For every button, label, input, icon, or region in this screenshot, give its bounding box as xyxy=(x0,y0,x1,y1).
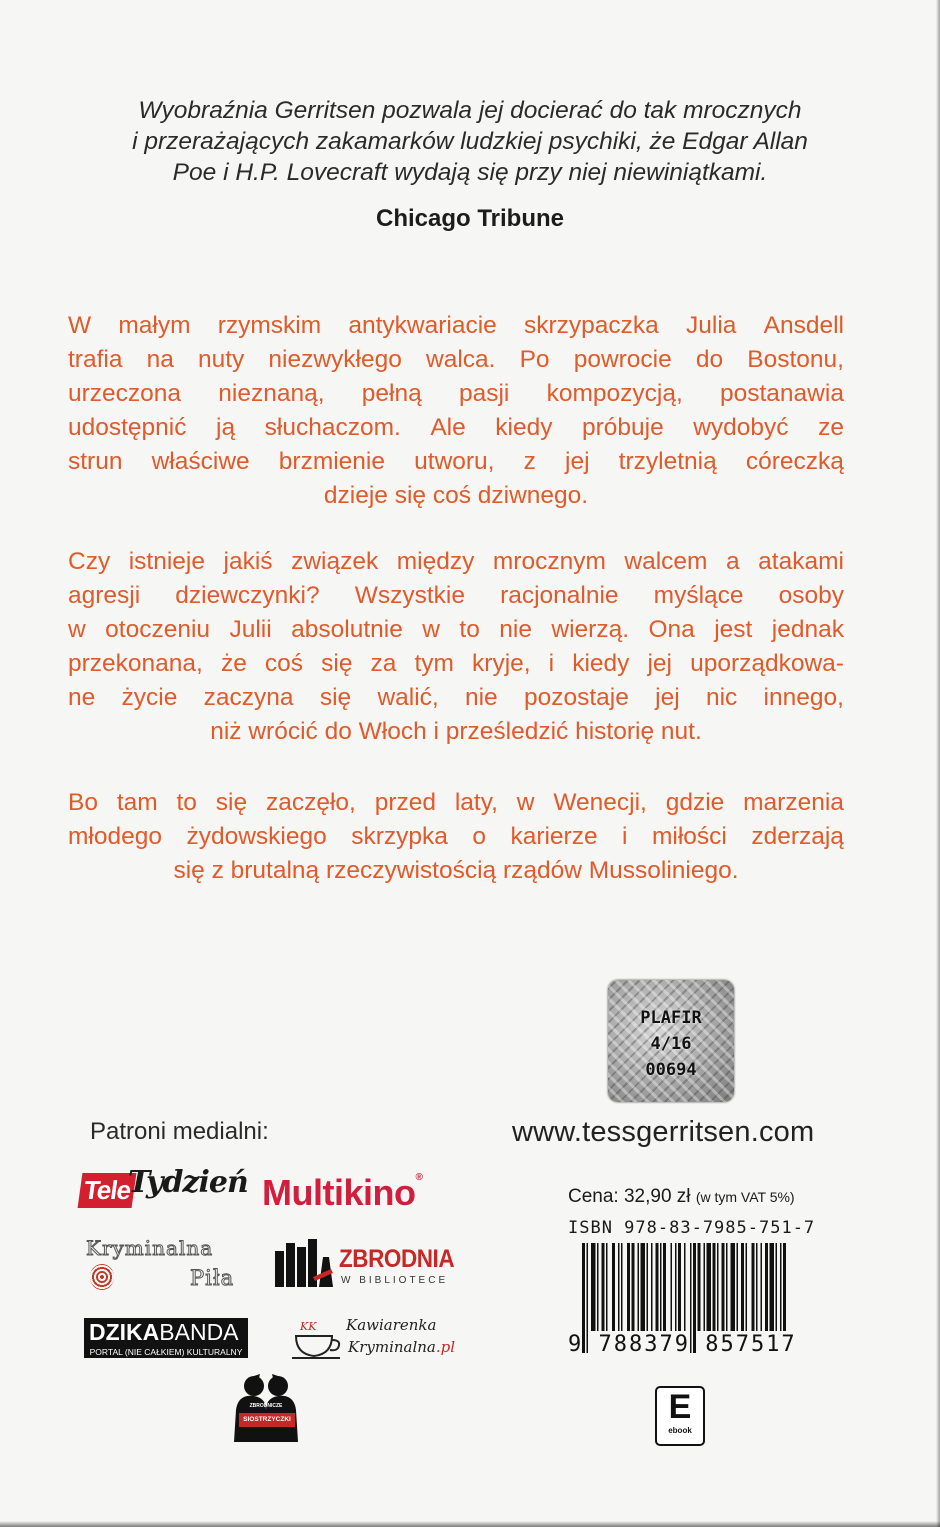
barcode-bar xyxy=(756,1243,758,1331)
word: innego, xyxy=(763,684,844,711)
paragraph-line xyxy=(68,613,844,647)
word: to xyxy=(459,616,480,643)
paragraph-line: się z brutalną rzeczywistością rządów Mussoliniego. xyxy=(173,857,739,884)
barcode-bar xyxy=(612,1243,615,1331)
barcode-bar xyxy=(707,1243,712,1331)
isbn-number: ISBN 978-83-7985-751-7 xyxy=(568,1218,816,1238)
barcode-bar xyxy=(737,1243,739,1331)
word: W xyxy=(68,312,92,339)
word: tam xyxy=(116,789,158,816)
barcode-bar xyxy=(722,1243,725,1331)
ebook-letter: E xyxy=(668,1388,692,1426)
word: właściwe xyxy=(151,448,250,475)
word: walca. xyxy=(426,346,496,373)
paragraph-line xyxy=(68,820,844,854)
dzika-banda-tagline: PORTAL (NIE CAŁKIEM) KULTURALNY xyxy=(84,1346,248,1358)
barcode-bar xyxy=(618,1243,620,1331)
pl-domain: .pl xyxy=(435,1338,456,1356)
barcode-bar xyxy=(776,1243,778,1331)
dzika-text: DZIKA xyxy=(89,1319,160,1345)
word: skrzypka xyxy=(351,823,448,850)
paragraph-line xyxy=(68,681,844,715)
barcode-bar xyxy=(602,1243,605,1331)
barcode-bar xyxy=(660,1243,662,1331)
kryminalna-word: Kryminalna xyxy=(348,1338,436,1356)
price-value: Cena: 32,90 zł xyxy=(568,1186,691,1207)
word: kiedy xyxy=(495,414,553,441)
word: córeczką xyxy=(745,448,844,475)
zbrodnia-subtitle: W BIBLIOTECE xyxy=(341,1275,449,1286)
word: uporządkowa- xyxy=(690,650,844,677)
description-paragraph-1 xyxy=(68,309,844,513)
word: marzenia xyxy=(743,789,844,816)
pila-text: Piła xyxy=(190,1266,235,1290)
barcode-bar xyxy=(638,1243,640,1331)
paragraph-line xyxy=(68,309,844,343)
quote-line: Poe i H.P. Lovecraft wydają się przy niej niewiniątkami. xyxy=(172,159,768,186)
word: kiedy xyxy=(572,650,630,677)
barcode-bar xyxy=(591,1243,596,1331)
tele-logo-part: Tele xyxy=(78,1173,137,1208)
word: żydowskiego xyxy=(186,823,327,850)
paragraph-line xyxy=(68,786,844,820)
word: postanawia xyxy=(720,380,844,407)
word: rzymskim xyxy=(217,312,322,339)
word: zderzają xyxy=(751,823,844,850)
paragraph-line xyxy=(68,411,844,445)
word: przekonana, xyxy=(68,650,203,677)
word: nic xyxy=(705,684,738,711)
barcode-bar xyxy=(761,1243,763,1331)
paragraph-line xyxy=(68,377,844,411)
tele-tydzien-logo xyxy=(80,1165,248,1215)
hologram-line-2: 4/16 xyxy=(650,1034,692,1054)
kryminalna-pila-logo xyxy=(86,1236,251,1296)
word: Julia xyxy=(686,312,737,339)
dzika-banda-logo xyxy=(84,1318,248,1358)
word: skrzypaczka xyxy=(524,312,659,339)
zbrodnia-title: ZBRODNIA xyxy=(339,1245,455,1273)
word: zaczęło, xyxy=(265,789,356,816)
word: laty, xyxy=(454,789,498,816)
word: kompozycją, xyxy=(546,380,683,407)
hologram-line-1: PLAFIR xyxy=(640,1008,702,1028)
kryminalna-pl-text xyxy=(348,1338,455,1356)
word: strun xyxy=(68,448,123,475)
word: karierze xyxy=(510,823,598,850)
word: mrocznym xyxy=(492,548,606,575)
word: tym xyxy=(414,650,454,677)
word: zaczyna xyxy=(203,684,294,711)
multikino-logo xyxy=(262,1172,422,1214)
ebook-badge xyxy=(655,1386,705,1446)
description-paragraph-3 xyxy=(68,786,844,888)
word: trzyletnią xyxy=(618,448,717,475)
word: w xyxy=(516,789,535,816)
word: Bostonu, xyxy=(747,346,844,373)
word: antykwariacie xyxy=(348,312,497,339)
word: otoczeniu xyxy=(105,616,211,643)
kawiarenka-text: Kawiarenka xyxy=(346,1316,437,1334)
paragraph-line xyxy=(68,343,844,377)
page-bottom-shadow xyxy=(0,1521,940,1527)
two-figures-icon xyxy=(226,1370,306,1450)
word: Bo xyxy=(68,789,98,816)
barcode-bar xyxy=(641,1243,646,1331)
word: pozostaje xyxy=(523,684,629,711)
page-edge-shadow xyxy=(936,0,940,1527)
barcode-bar xyxy=(597,1243,599,1331)
barcode-bar xyxy=(656,1243,659,1331)
word: próbuje xyxy=(581,414,664,441)
word: dziewczynki? xyxy=(175,582,320,609)
word: utworu, xyxy=(414,448,495,475)
quote-line: Wyobraźnia Gerritsen pozwala jej docierać do tak mrocznych xyxy=(138,97,802,124)
coffee-cup-icon xyxy=(290,1318,348,1362)
word: absolutnie xyxy=(291,616,403,643)
barcode-bar xyxy=(678,1243,681,1331)
word: się xyxy=(319,684,352,711)
word: Ona xyxy=(648,616,695,643)
barcode-bar xyxy=(698,1243,701,1331)
barcode-bar xyxy=(780,1243,782,1331)
word: racjonalnie xyxy=(500,582,619,609)
word: jej xyxy=(647,650,672,677)
word: w xyxy=(422,616,440,643)
word: się xyxy=(321,650,353,677)
books-knife-icon xyxy=(273,1237,335,1289)
word: brzmienie xyxy=(278,448,385,475)
word: o xyxy=(472,823,486,850)
word: między xyxy=(396,548,475,575)
word: i xyxy=(548,650,555,677)
word: że xyxy=(220,650,247,677)
word: jakiś xyxy=(223,548,273,575)
barcode-bar xyxy=(713,1243,716,1331)
word: Po xyxy=(519,346,550,373)
quote-line: i przerażających zakamarków ludzkiej psychiki, że Edgar Allan xyxy=(132,128,808,155)
word: związek xyxy=(291,548,379,575)
barcode-bar xyxy=(627,1243,630,1331)
zbrodnia-w-bibliotece-logo xyxy=(273,1233,453,1293)
word: przed xyxy=(374,789,436,816)
word: w xyxy=(68,616,86,643)
word: walić, xyxy=(377,684,439,711)
word: młodego xyxy=(68,823,162,850)
word: a xyxy=(725,548,740,575)
siostrzyczki-small-text: ZBRODNICZE xyxy=(249,1403,283,1409)
paragraph-line xyxy=(68,647,844,681)
price-vat: (w tym VAT 5%) xyxy=(695,1189,795,1205)
paragraph-line xyxy=(68,545,844,579)
word: Julii xyxy=(229,616,272,643)
word: do xyxy=(695,346,724,373)
word: osoby xyxy=(778,582,844,609)
word: pełną xyxy=(361,380,422,407)
barcode-bar xyxy=(752,1243,755,1331)
review-quote xyxy=(70,95,870,188)
word: Ale xyxy=(430,414,466,441)
barcode-bar xyxy=(675,1243,677,1331)
barcode-bar xyxy=(717,1243,719,1331)
word: jednak xyxy=(771,616,844,643)
barcode-bar xyxy=(704,1243,706,1331)
word: trafia xyxy=(68,346,123,373)
word: nieznaną, xyxy=(218,380,325,407)
word: pasji xyxy=(458,380,510,407)
word: jej xyxy=(565,448,590,475)
word: udostępnić xyxy=(68,414,187,441)
barcode-bar xyxy=(783,1243,786,1331)
hologram-sticker xyxy=(608,980,734,1102)
word: to xyxy=(176,789,197,816)
banda-text: BANDA xyxy=(159,1319,239,1345)
zbrodnicze-siostrzyczki-logo xyxy=(226,1370,306,1450)
word: urzeczona xyxy=(68,380,182,407)
word: Wszystkie xyxy=(354,582,465,609)
barcode-digits: 9 788379 857517 xyxy=(568,1332,797,1357)
word: ze xyxy=(818,414,844,441)
barcode-bar xyxy=(651,1243,653,1331)
word: atakami xyxy=(758,548,844,575)
word: powrocie xyxy=(573,346,672,373)
barcode-bar xyxy=(621,1243,623,1331)
word: życie xyxy=(121,684,178,711)
kawiarenka-kryminalna-logo xyxy=(290,1312,470,1364)
media-patrons-label: Patroni medialni: xyxy=(90,1118,269,1145)
fingerprint-icon xyxy=(90,1264,114,1290)
word: ne xyxy=(68,684,96,711)
word: Ansdell xyxy=(763,312,844,339)
word: niezwykłego xyxy=(268,346,402,373)
dzika-banda-name xyxy=(84,1318,248,1346)
barcode-bar xyxy=(731,1243,736,1331)
kawiarenka-initials: KK xyxy=(300,1320,317,1333)
barcode-bar xyxy=(746,1243,748,1331)
word: agresji xyxy=(68,582,141,609)
word: gdzie xyxy=(665,789,725,816)
barcode-bar xyxy=(606,1243,608,1331)
word: z xyxy=(523,448,536,475)
author-website: www.tessgerritsen.com xyxy=(512,1116,815,1148)
barcode-bar xyxy=(741,1243,744,1331)
word: miłości xyxy=(651,823,727,850)
word: słuchaczom. xyxy=(264,414,401,441)
siostrzyczki-label: SIOSTRZYCZKI xyxy=(238,1412,296,1428)
word: ją xyxy=(216,414,236,441)
word: jest xyxy=(714,616,753,643)
word: i xyxy=(622,823,628,850)
quote-source: Chicago Tribune xyxy=(375,205,564,232)
hologram-line-3: 00694 xyxy=(645,1060,697,1080)
barcode-bar xyxy=(663,1243,666,1331)
word: walcem xyxy=(624,548,708,575)
word: coś xyxy=(264,650,304,677)
word: Czy xyxy=(68,548,111,575)
barcode-bar xyxy=(765,1243,768,1331)
paragraph-line: niż wrócić do Włoch i prześledzić historię nut. xyxy=(210,718,702,745)
registered-mark: ® xyxy=(415,1172,423,1183)
barcode-bar xyxy=(726,1243,728,1331)
paragraph-line: dzieje się coś dziwnego. xyxy=(323,482,589,509)
word: się xyxy=(215,789,248,816)
word: myślące xyxy=(653,582,744,609)
paragraph-line xyxy=(68,445,844,479)
kryminalna-text: Kryminalna xyxy=(86,1236,214,1260)
tydzien-logo-part: Tydzień xyxy=(128,1165,248,1200)
word: istnieje xyxy=(128,548,205,575)
word: na xyxy=(146,346,174,373)
barcode-bar xyxy=(647,1243,649,1331)
barcode-bar xyxy=(684,1243,686,1331)
description-paragraph-2 xyxy=(68,545,844,749)
word: Wenecji, xyxy=(553,789,647,816)
word: wydobyć xyxy=(693,414,789,441)
multikino-logo-text: Multikino xyxy=(262,1172,416,1213)
price-label xyxy=(568,1186,795,1208)
barcode-bar xyxy=(632,1243,635,1331)
word: nuty xyxy=(197,346,245,373)
word: za xyxy=(370,650,397,677)
paragraph-line xyxy=(68,579,844,613)
word: nie xyxy=(464,684,498,711)
word: wierzą. xyxy=(551,616,630,643)
ebook-label: ebook xyxy=(668,1426,692,1435)
word: jej xyxy=(655,684,680,711)
barcode-bar xyxy=(671,1243,673,1331)
word: nie xyxy=(499,616,532,643)
word: kryje, xyxy=(472,650,531,677)
barcode-bar xyxy=(770,1243,775,1331)
word: małym xyxy=(118,312,191,339)
